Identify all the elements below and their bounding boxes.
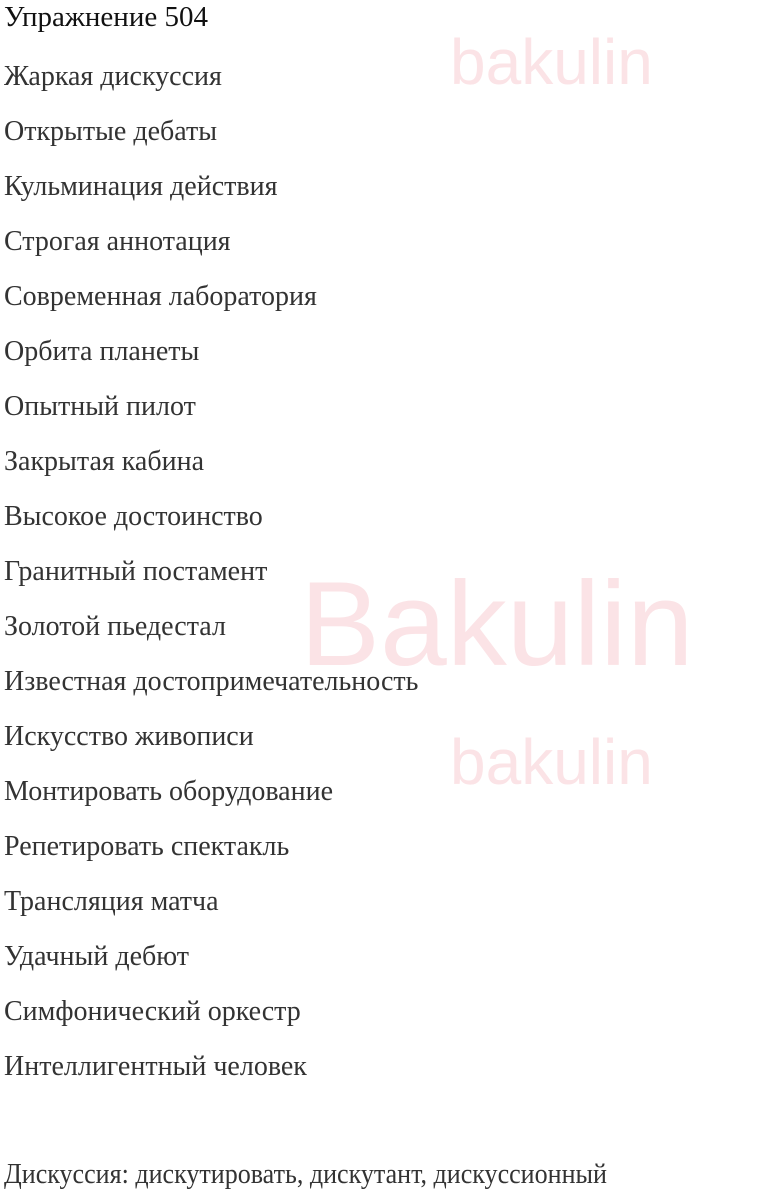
- phrase-item: Репетировать спектакль: [4, 831, 290, 862]
- phrase-item: Гранитный постамент: [4, 556, 268, 587]
- phrase-list: [4, 49, 418, 1094]
- phrase-item: Интеллигентный человек: [4, 1051, 307, 1082]
- phrase-item: Известная достопримечательность: [4, 666, 419, 697]
- exercise-title: Упражнение 504: [4, 1, 208, 33]
- watermark-bakulin-mid: bakulin: [450, 726, 653, 798]
- phrase-item: Высокое достоинство: [4, 501, 263, 532]
- watermark-bakulin-top: bakulin: [450, 26, 653, 98]
- phrase-item: Трансляция матча: [4, 886, 219, 917]
- watermark-bakulin-large: Bakulin: [300, 557, 694, 691]
- phrase-item: Строгая аннотация: [4, 226, 231, 257]
- phrase-item: Жаркая дискуссия: [4, 61, 222, 92]
- phrase-item: Монтировать оборудование: [4, 776, 333, 807]
- answer-line: Дискуссия: дискутировать, дискутант, дискуссионный: [4, 1159, 607, 1190]
- phrase-item: Закрытая кабина: [4, 446, 205, 477]
- phrase-item: Орбита планеты: [4, 336, 200, 367]
- phrase-item: Искусство живописи: [4, 721, 254, 752]
- phrase-item: Современная лаборатория: [4, 281, 317, 312]
- phrase-item: Симфонический оркестр: [4, 996, 301, 1027]
- phrase-item: Удачный дебют: [4, 941, 190, 972]
- phrase-item: Золотой пьедестал: [4, 611, 226, 642]
- phrase-item: Опытный пилот: [4, 391, 196, 422]
- phrase-item: Кульминация действия: [4, 171, 278, 202]
- phrase-item: Открытые дебаты: [4, 116, 218, 147]
